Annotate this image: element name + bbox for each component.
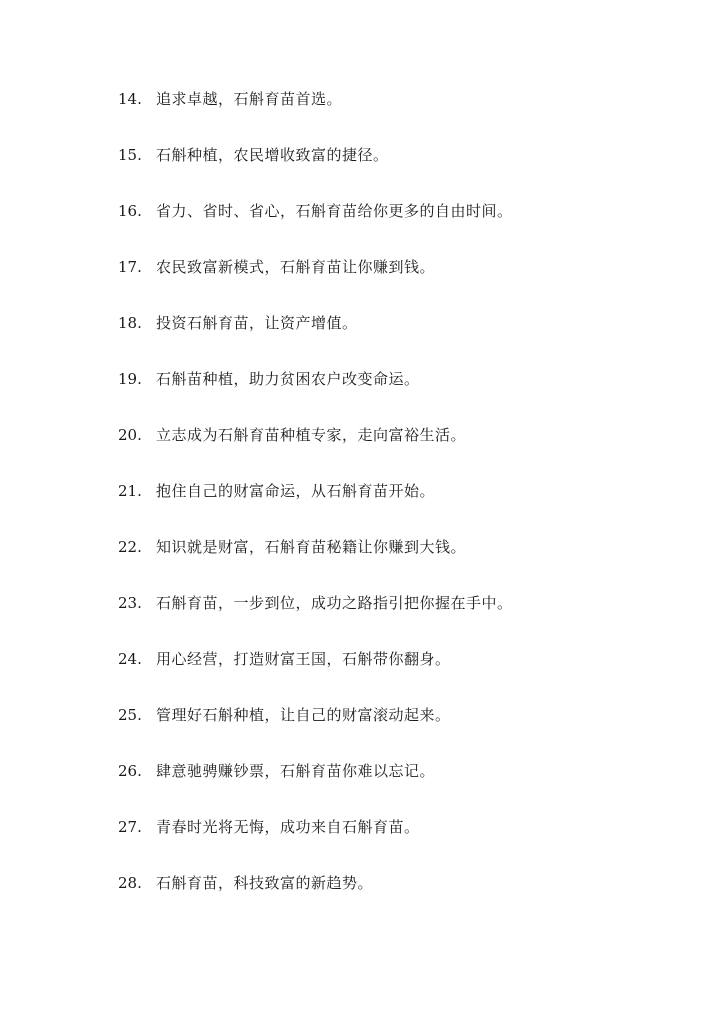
item-number: 16. bbox=[118, 202, 142, 220]
list-item bbox=[118, 366, 678, 422]
item-text: 追求卓越，石斛育苗首选。 bbox=[156, 90, 343, 108]
item-number: 15. bbox=[118, 146, 142, 164]
item-text: 青春时光将无悔，成功来自石斛育苗。 bbox=[156, 818, 420, 836]
list-item bbox=[118, 814, 678, 870]
item-number: 17. bbox=[118, 258, 142, 276]
list-item bbox=[118, 422, 678, 478]
item-number: 20. bbox=[118, 426, 142, 444]
item-number: 27. bbox=[118, 818, 142, 836]
item-text: 石斛育苗，一步到位，成功之路指引把你握在手中。 bbox=[156, 594, 513, 612]
item-text: 石斛种植，农民增收致富的捷径。 bbox=[156, 146, 389, 164]
list-item bbox=[118, 142, 678, 198]
item-number: 22. bbox=[118, 538, 142, 556]
item-text: 知识就是财富，石斛育苗秘籍让你赚到大钱。 bbox=[156, 538, 467, 556]
list-item bbox=[118, 478, 678, 534]
item-number: 19. bbox=[118, 370, 142, 388]
item-text: 肆意驰骋赚钞票，石斛育苗你难以忘记。 bbox=[156, 762, 436, 780]
item-text: 农民致富新模式，石斛育苗让你赚到钱。 bbox=[156, 258, 436, 276]
list-item bbox=[118, 758, 678, 814]
item-text: 省力、省时、省心，石斛育苗给你更多的自由时间。 bbox=[156, 202, 513, 220]
list-item bbox=[118, 870, 678, 926]
item-number: 18. bbox=[118, 314, 142, 332]
item-number: 14. bbox=[118, 90, 142, 108]
list-item bbox=[118, 86, 678, 142]
numbered-list bbox=[118, 86, 678, 926]
item-text: 管理好石斛种植，让自己的财富滚动起来。 bbox=[156, 706, 451, 724]
item-number: 21. bbox=[118, 482, 142, 500]
list-item bbox=[118, 534, 678, 590]
list-item bbox=[118, 646, 678, 702]
item-text: 用心经营，打造财富王国，石斛带你翻身。 bbox=[156, 650, 451, 668]
item-text: 石斛苗种植，助力贫困农户改变命运。 bbox=[156, 370, 420, 388]
item-number: 28. bbox=[118, 874, 142, 892]
item-text: 投资石斛育苗，让资产增值。 bbox=[156, 314, 358, 332]
list-item bbox=[118, 590, 678, 646]
item-text: 立志成为石斛育苗种植专家，走向富裕生活。 bbox=[156, 426, 467, 444]
item-number: 26. bbox=[118, 762, 142, 780]
item-number: 24. bbox=[118, 650, 142, 668]
item-number: 23. bbox=[118, 594, 142, 612]
item-text: 石斛育苗，科技致富的新趋势。 bbox=[156, 874, 374, 892]
list-item bbox=[118, 254, 678, 310]
list-item bbox=[118, 198, 678, 254]
list-item bbox=[118, 702, 678, 758]
list-item bbox=[118, 310, 678, 366]
item-text: 抱住自己的财富命运，从石斛育苗开始。 bbox=[156, 482, 436, 500]
item-number: 25. bbox=[118, 706, 142, 724]
